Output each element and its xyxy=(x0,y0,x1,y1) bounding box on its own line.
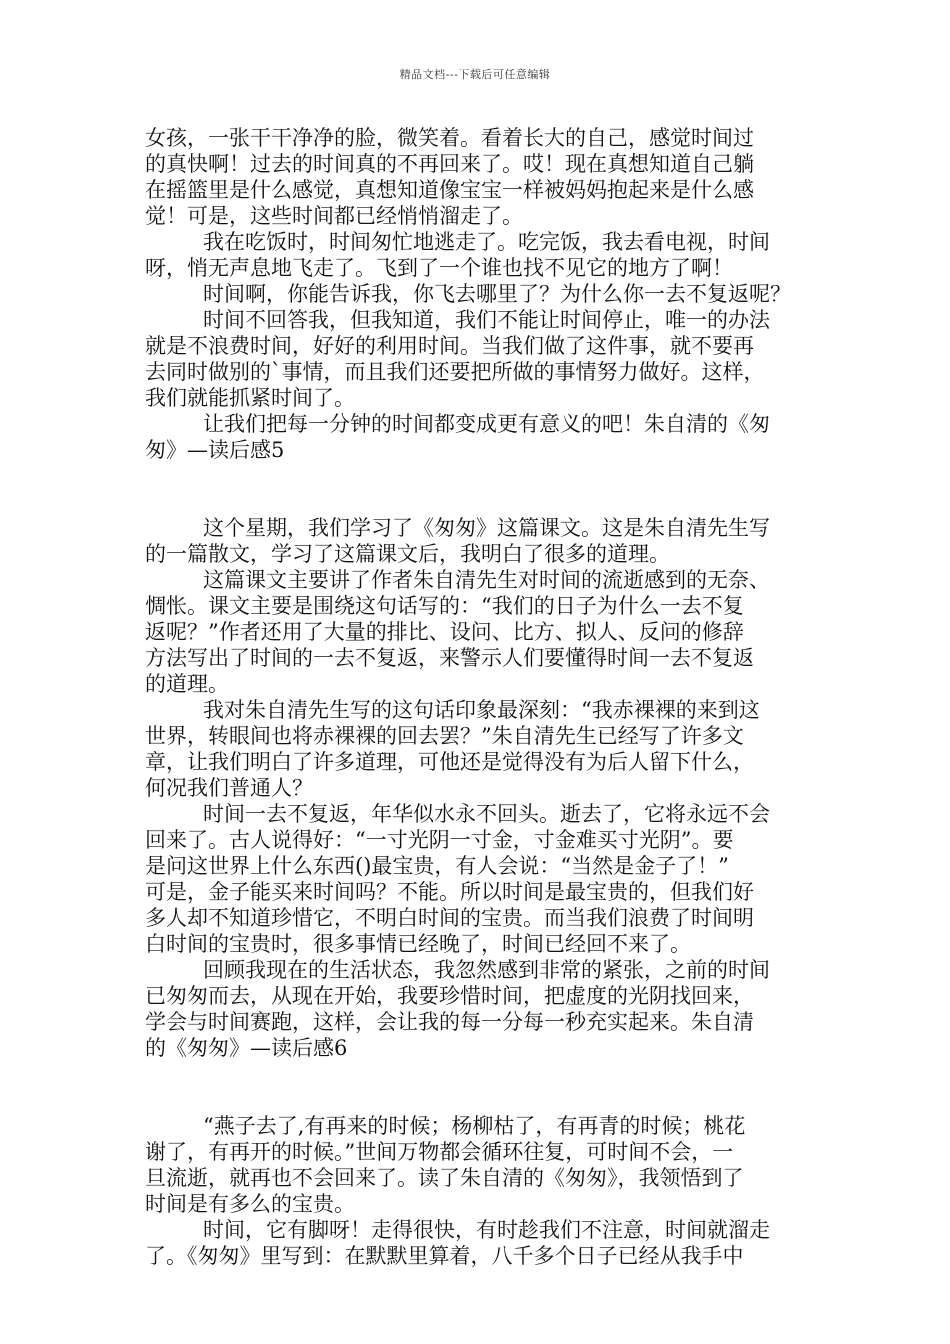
text-line: 就是不浪费时间，好好的利用时间。当我们做了这件事，就不要再 xyxy=(145,334,754,358)
text-line: 返呢？”作者还用了大量的排比、设问、比方、拟人、反问的修辞 xyxy=(145,620,744,644)
text-line: 了。《匆匆》里写到：在默默里算着，八千多个日子已经从我手中 xyxy=(145,1244,744,1268)
text-line: 惆怅。课文主要是围绕这句话写的：“我们的日子为什么一去不复 xyxy=(145,594,744,618)
text-line: 我们就能抓紧时间了。 xyxy=(145,386,355,410)
text-line: 我对朱自清先生写的这句话印象最深刻：“我赤裸裸的来到这 xyxy=(203,698,760,722)
text-line: 学会与时间赛跑，这样，会让我的每一分每一秒充实起来。朱自清 xyxy=(145,1010,754,1034)
text-line: 已匆匆而去，从现在开始，我要珍惜时间，把虚度的光阴找回来， xyxy=(145,984,754,1008)
text-line: 的《匆匆》—读后感6 xyxy=(145,1036,348,1060)
text-line: 白时间的宝贵时，很多事情已经晚了，时间已经回不来了。 xyxy=(145,932,691,956)
text-line: 这篇课文主要讲了作者朱自清先生对时间的流逝感到的无奈、 xyxy=(203,568,770,592)
text-line: 的道理。 xyxy=(145,672,229,696)
text-line: 回顾我现在的生活状态，我忽然感到非常的紧张，之前的时间 xyxy=(203,958,770,982)
document-body xyxy=(145,125,815,1269)
text-line: 时间啊，你能告诉我，你飞去哪里了？为什么你一去不复返呢？ xyxy=(203,282,791,306)
text-line: 时间，它有脚呀！走得很快，有时趁我们不注意，时间就溜走 xyxy=(203,1218,770,1242)
text-line: 女孩，一张干干净净的脸，微笑着。看着长大的自己，感觉时间过 xyxy=(145,126,754,150)
text-line: 的真快啊！过去的时间真的不再回来了。哎！现在真想知道自己躺 xyxy=(145,152,754,176)
page-header: 精品文档---下载后可任意编辑 xyxy=(399,68,551,81)
text-line: 觉！可是，这些时间都已经悄悄溜走了。 xyxy=(145,204,523,228)
text-line: 匆》—读后感5 xyxy=(145,438,285,462)
text-line: 何况我们普通人？ xyxy=(145,776,313,800)
text-line: 的一篇散文，学习了这篇课文后，我明白了很多的道理。 xyxy=(145,542,670,566)
text-line: 旦流逝，就再也不会回来了。读了朱自清的《匆匆》，我领悟到了 xyxy=(145,1166,744,1190)
text-line: 去同时做别的`事情，而且我们还要把所做的事情努力做好。这样， xyxy=(145,360,765,384)
text-line: 时间是有多么的宝贵。 xyxy=(145,1192,355,1216)
text-line: 在摇篮里是什么感觉，真想知道像宝宝一样被妈妈抱起来是什么感 xyxy=(145,178,754,202)
text-line: 方法写出了时间的一去不复返，来警示人们要懂得时间一去不复返 xyxy=(145,646,754,670)
text-line: 谢了，有再开的时候。”世间万物都会循环往复，可时间不会，一 xyxy=(145,1140,734,1164)
text-line: 时间一去不复返，年华似水永不回头。逝去了，它将永远不会 xyxy=(203,802,770,826)
text-line: 呀，悄无声息地飞走了。飞到了一个谁也找不见它的地方了啊！ xyxy=(145,256,733,280)
text-line: 让我们把每一分钟的时间都变成更有意义的吧！朱自清的《匆 xyxy=(203,412,770,436)
text-line: 回来了。古人说得好：“一寸光阴一寸金，寸金难买寸光阴”。要 xyxy=(145,828,734,852)
text-line: 这个星期，我们学习了《匆匆》这篇课文。这是朱自清先生写 xyxy=(203,516,770,540)
text-line: 是问这世界上什么东西()最宝贵，有人会说：“当然是金子了！” xyxy=(145,854,729,878)
text-line: 时间不回答我，但我知道，我们不能让时间停止，唯一的办法 xyxy=(203,308,770,332)
text-line: “燕子去了,有再来的时候；杨柳枯了，有再青的时候；桃花 xyxy=(203,1114,746,1138)
text-line: 可是，金子能买来时间吗？不能。所以时间是最宝贵的，但我们好 xyxy=(145,880,754,904)
paragraph-gap xyxy=(145,1061,815,1113)
paragraph-gap xyxy=(145,463,815,515)
text-line: 章，让我们明白了许多道理，可他还是觉得没有为后人留下什么， xyxy=(145,750,754,774)
text-line: 我在吃饭时，时间匆忙地逃走了。吃完饭，我去看电视，时间 xyxy=(203,230,770,254)
text-line: 多人却不知道珍惜它，不明白时间的宝贵。而当我们浪费了时间明 xyxy=(145,906,754,930)
text-line: 世界，转眼间也将赤裸裸的回去罢？”朱自清先生已经写了许多文 xyxy=(145,724,744,748)
